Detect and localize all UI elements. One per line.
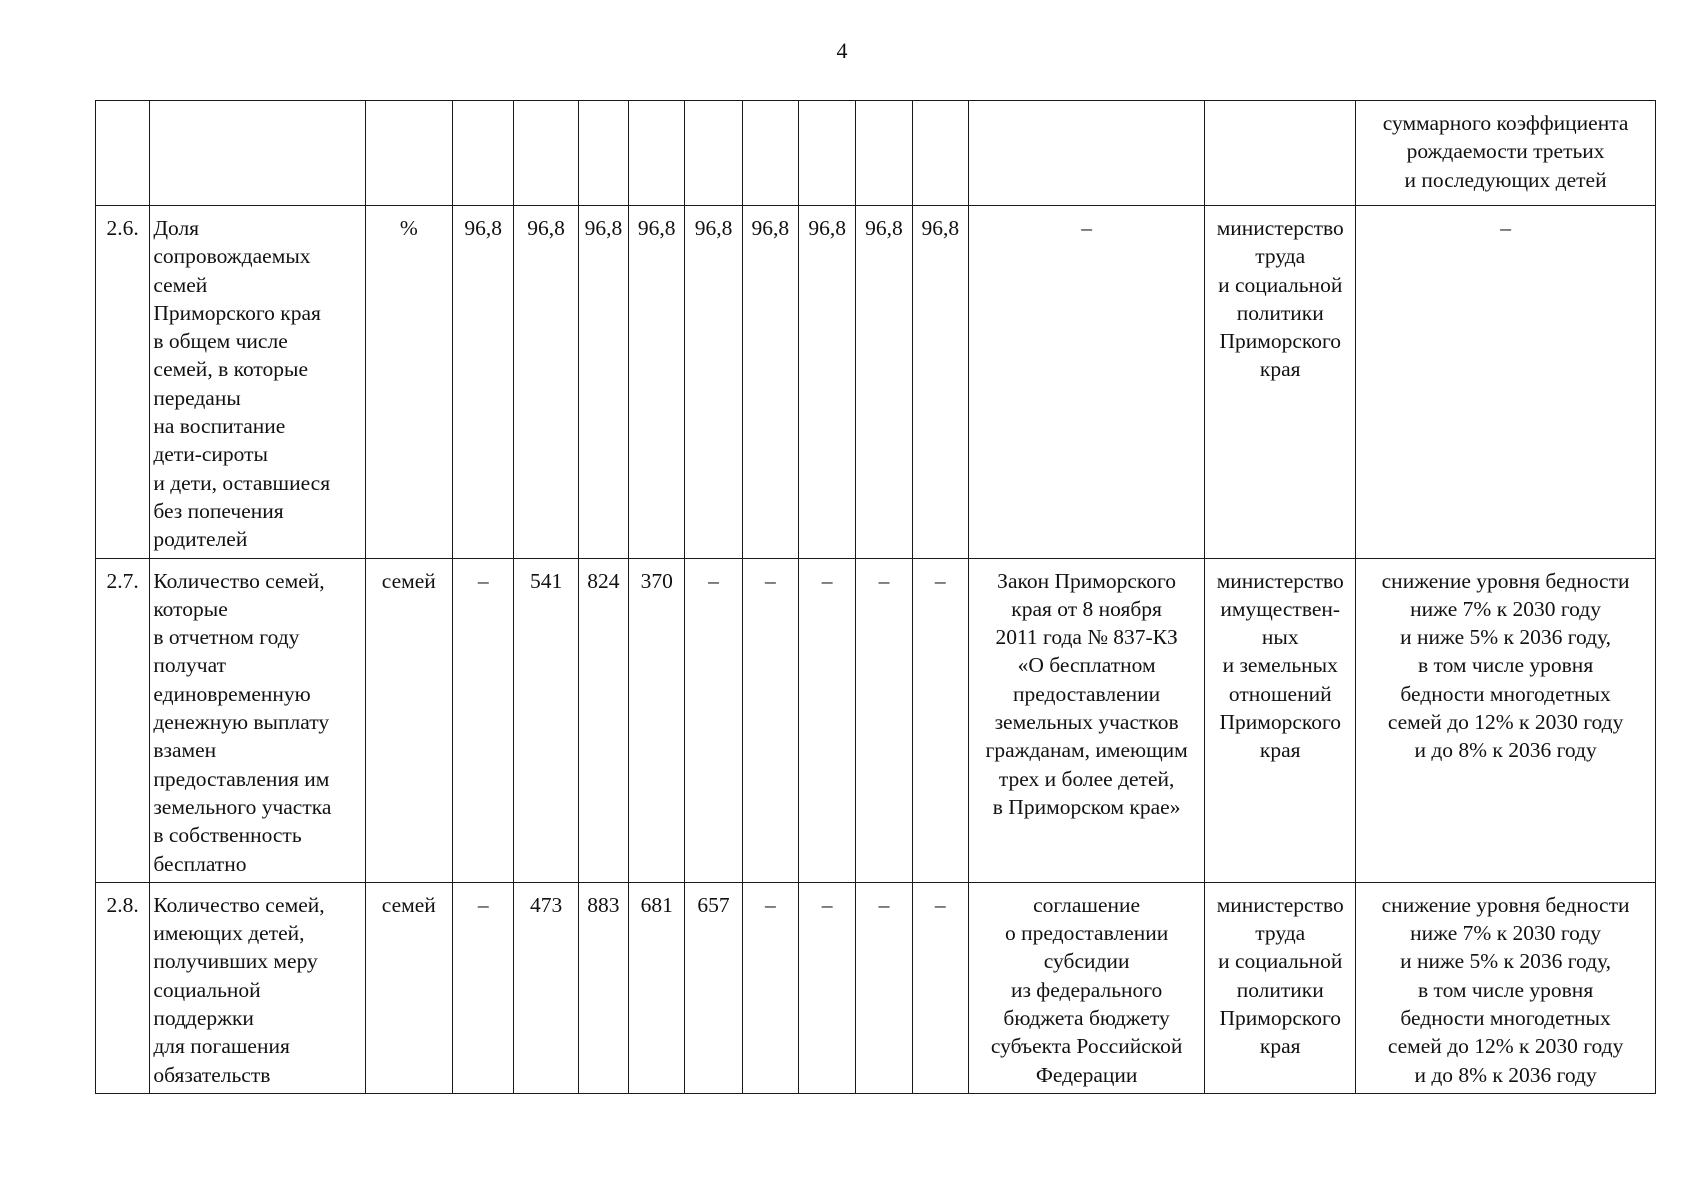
value-cell: – — [742, 558, 798, 882]
unit-cell — [365, 101, 453, 206]
responsible-body: министерство имуществен- ных и земельных отношений Приморского края — [1205, 558, 1356, 882]
value-cell: 96,8 — [912, 206, 968, 559]
expected-result: снижение уровня бедности ниже 7% к 2030 году и ниже 5% к 2036 году, в том числе уровня бедности многодетных семей до 12% к 2030 году и до 8% к 2036 году — [1356, 882, 1656, 1093]
row-number: 2.7. — [96, 558, 150, 882]
value-cell — [578, 101, 628, 206]
expected-result: – — [1356, 206, 1656, 559]
value-cell — [453, 101, 514, 206]
value-cell — [685, 101, 742, 206]
legal-basis: – — [968, 206, 1204, 559]
value-cell: – — [685, 558, 742, 882]
page-number: 4 — [836, 38, 848, 63]
responsible-cell — [1205, 101, 1356, 206]
responsible-body: министерство труда и социальной политики Приморского края — [1205, 206, 1356, 559]
indicators-table — [95, 100, 1656, 1094]
value-cell: 96,8 — [798, 206, 855, 559]
expected-result: снижение уровня бедности ниже 7% к 2030 году и ниже 5% к 2036 году, в том числе уровня бедности многодетных семей до 12% к 2030 году и до 8% к 2036 году — [1356, 558, 1656, 882]
value-cell: 96,8 — [578, 206, 628, 559]
value-cell: – — [856, 882, 912, 1093]
value-cell: 96,8 — [685, 206, 742, 559]
row-number: 2.6. — [96, 206, 150, 559]
indicator-name: Количество семей, которые в отчетном году получат единовременную денежную выплату взамен предоставления им земельного участка в собственность бесплатно — [150, 558, 365, 882]
value-cell: 657 — [685, 882, 742, 1093]
value-cell: – — [798, 882, 855, 1093]
value-cell: 96,8 — [629, 206, 685, 559]
row-number: 2.8. — [96, 882, 150, 1093]
value-cell: 96,8 — [514, 206, 578, 559]
value-cell: 370 — [629, 558, 685, 882]
name-cell — [150, 101, 365, 206]
value-cell: – — [453, 882, 514, 1093]
value-cell — [514, 101, 578, 206]
value-cell — [912, 101, 968, 206]
unit: семей — [365, 558, 453, 882]
legal-basis: Закон Приморского края от 8 ноября 2011 года № 837-КЗ «О бесплатном предоставлении земельных участков гражданам, имеющим трех и более детей, в Приморском крае» — [968, 558, 1204, 882]
value-cell — [629, 101, 685, 206]
legal-basis: соглашение о предоставлении субсидии из федерального бюджета бюджету субъекта Российской Федерации — [968, 882, 1204, 1093]
responsible-body: министерство труда и социальной политики Приморского края — [1205, 882, 1356, 1093]
indicator-name: Доля сопровождаемых семей Приморского края в общем числе семей, в которые переданы на воспитание дети-сироты и дети, оставшиеся без попечения родителей — [150, 206, 365, 559]
value-cell: 96,8 — [742, 206, 798, 559]
value-cell: – — [798, 558, 855, 882]
value-cell — [742, 101, 798, 206]
table-row-2-8 — [96, 882, 1656, 1093]
result-cell — [1356, 101, 1656, 206]
value-cell: 541 — [514, 558, 578, 882]
value-cell: – — [856, 558, 912, 882]
value-cell: 96,8 — [856, 206, 912, 559]
value-cell: 473 — [514, 882, 578, 1093]
value-cell: – — [742, 882, 798, 1093]
table-row-continuation — [96, 101, 1656, 206]
value-cell: 96,8 — [453, 206, 514, 559]
result-text: суммарного коэффициента рождаемости третьих и последующих детей — [1382, 111, 1629, 192]
value-cell: 883 — [578, 882, 628, 1093]
value-cell: 824 — [578, 558, 628, 882]
basis-cell — [968, 101, 1204, 206]
unit: % — [365, 206, 453, 559]
value-cell: – — [912, 558, 968, 882]
value-cell: 681 — [629, 882, 685, 1093]
value-cell: – — [453, 558, 514, 882]
value-cell: – — [912, 882, 968, 1093]
value-cell — [798, 101, 855, 206]
unit: семей — [365, 882, 453, 1093]
num-cell — [96, 101, 150, 206]
value-cell — [856, 101, 912, 206]
table-row-2-7 — [96, 558, 1656, 882]
indicator-name: Количество семей, имеющих детей, получивших меру социальной поддержки для погашения обязательств — [150, 882, 365, 1093]
table-row-2-6 — [96, 206, 1656, 559]
